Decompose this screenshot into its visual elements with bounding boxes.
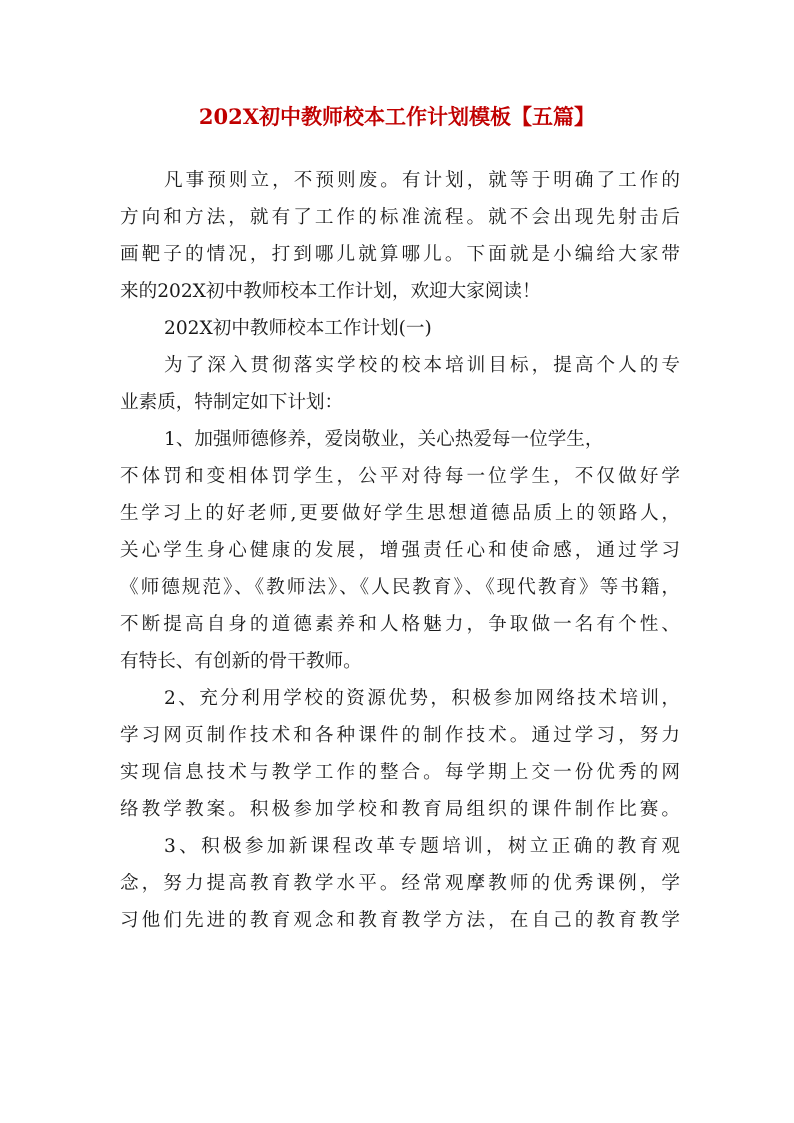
text-line: 1、加强师德修养，爱岗敬业，关心热爱每一位学生，	[164, 429, 604, 450]
text-line: 方向和方法，就有了工作的标准流程。就不会出现先射击后	[120, 207, 680, 228]
text-line: 画靶子的情况，打到哪儿就算哪儿。下面就是小编给大家带	[120, 244, 680, 265]
text-line: 络教学教案。积极参加学校和教育局组织的课件制作比赛。	[120, 799, 680, 820]
document-title: 202X初中教师校本工作计划模板【五篇】	[198, 104, 596, 129]
text-line: 2、充分利用学校的资源优势，积极参加网络技术培训，	[164, 688, 680, 709]
text-line: 关心学生身心健康的发展，增强责任心和使命感，通过学习	[120, 540, 680, 561]
text-line: 凡事预则立，不预则废。有计划，就等于明确了工作的	[164, 170, 680, 191]
text-line: 3、积极参加新课程改革专题培训，树立正确的教育观	[164, 836, 680, 857]
text-line: 202X初中教师校本工作计划(一)	[164, 318, 432, 339]
text-line: 有特长、有创新的骨干教师。	[120, 651, 362, 672]
text-line: 实现信息技术与教学工作的整合。每学期上交一份优秀的网	[120, 762, 680, 783]
text-line: 业素质，特制定如下计划：	[120, 392, 344, 413]
text-line: 生学习上的好老师,更要做好学生思想道德品质上的领路人，	[120, 503, 680, 524]
text-line: 不体罚和变相体罚学生，公平对待每一位学生，不仅做好学	[120, 466, 680, 487]
text-line: 不断提高自身的道德素养和人格魅力，争取做一名有个性、	[120, 614, 680, 635]
text-line: 来的202X初中教师校本工作计划，欢迎大家阅读！	[120, 281, 541, 302]
text-line: 为了深入贯彻落实学校的校本培训目标，提高个人的专	[164, 355, 680, 376]
text-line: 《师德规范》、《教师法》、《人民教育》、《现代教育》等书籍，	[120, 577, 680, 598]
document-body	[120, 162, 680, 939]
text-line: 学习网页制作技术和各种课件的制作技术。通过学习，努力	[120, 725, 680, 746]
text-line: 习他们先进的教育观念和教育教学方法，在自己的教育教学	[120, 910, 680, 931]
text-line: 念，努力提高教育教学水平。经常观摩教师的优秀课例，学	[120, 873, 680, 894]
